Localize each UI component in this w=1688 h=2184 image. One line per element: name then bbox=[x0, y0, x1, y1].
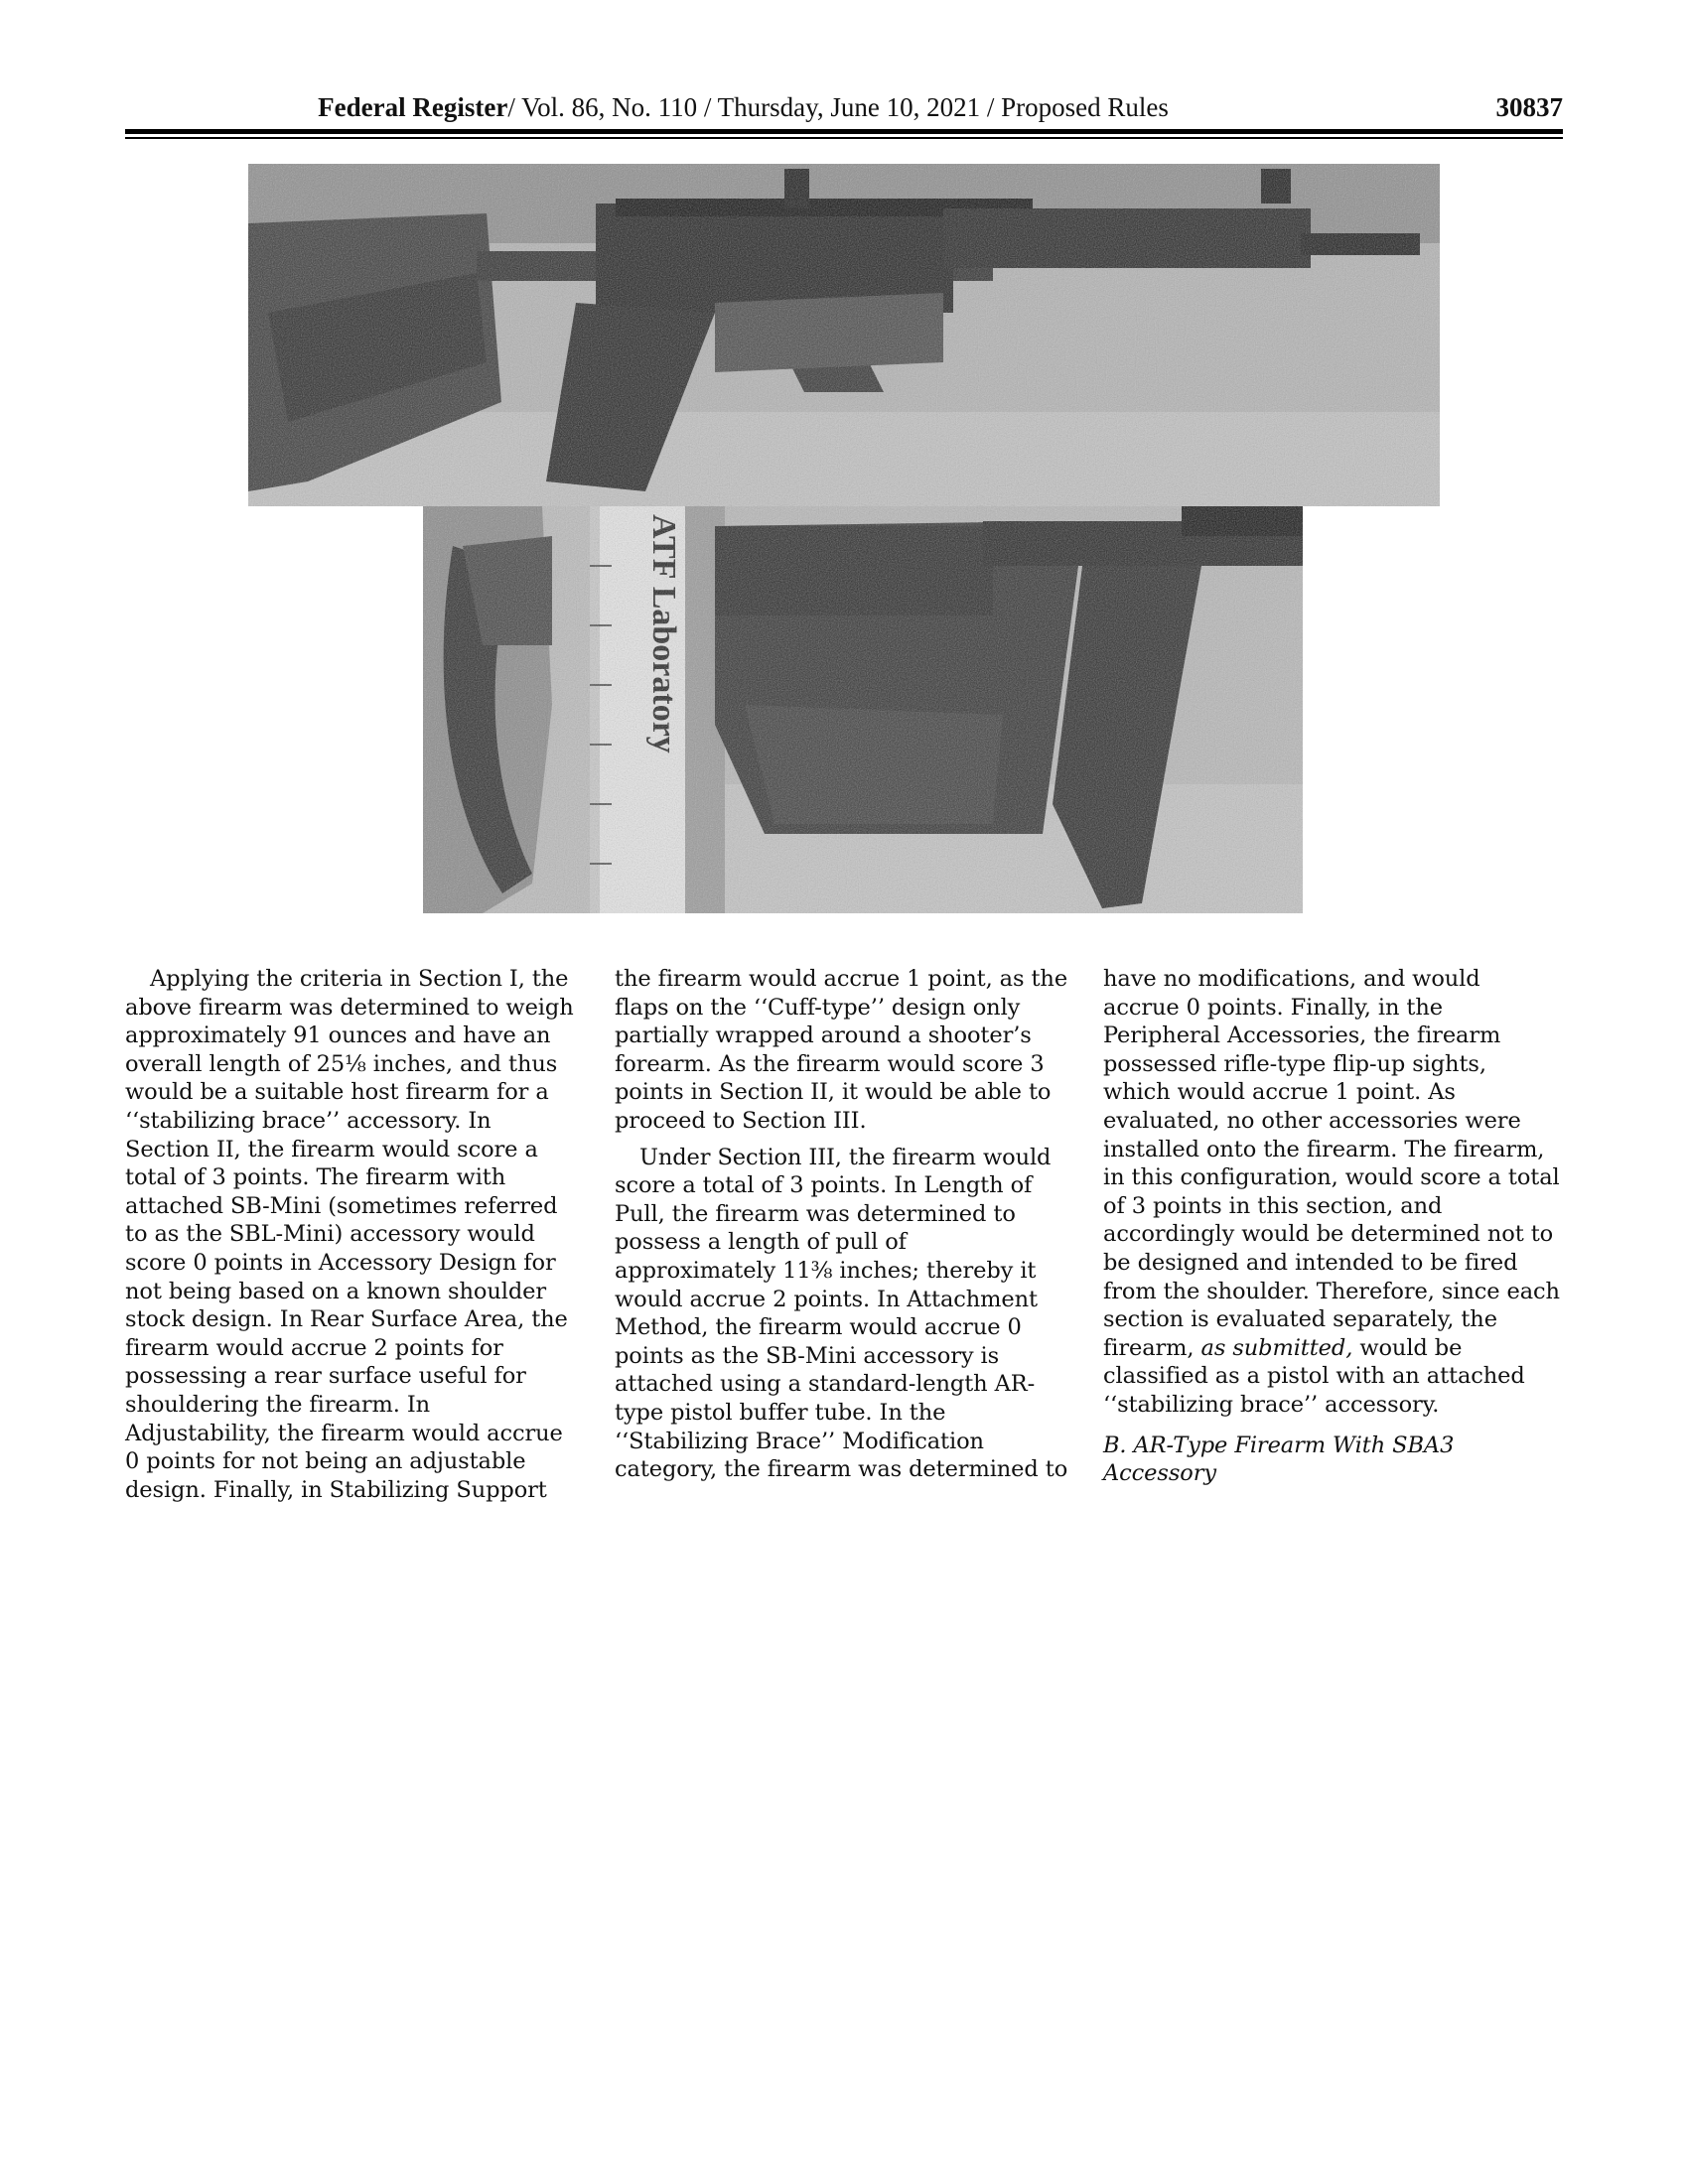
header-rule-thin bbox=[125, 137, 1563, 139]
text-column-1 bbox=[125, 965, 582, 1504]
header-rule-thick bbox=[125, 129, 1563, 134]
paragraph-text: have no modifications, and would accrue 0 points. Finally, in the Peripheral Accessories, the firearm possessed rifle-type flip-up sights, which would accrue 1 point. As evaluated, no other accessories were installed onto the firearm. The firearm, in this configuration, would score a total of 3 points in this section, and accordingly would be determined not to be designed and intended to be fired from the shoulder. Therefore, since each section is evaluated separately, the firearm, bbox=[1103, 966, 1560, 1361]
paragraph bbox=[1103, 965, 1560, 1420]
issue-info: / Vol. 86, No. 110 / Thursday, June 10, 2021 / Proposed Rules bbox=[507, 92, 1169, 122]
brace-closeup-photo-image bbox=[705, 506, 1303, 913]
paragraph: Applying the criteria in Section I, the above firearm was determined to weigh approximately 91 ounces and have an overall length of 25⅛ inches, and thus would be a suitable host firearm for a ‘‘stabilizing brace’’ accessory. In Section II, the firearm would score a total of 3 points. The firearm with attached SB-Mini (sometimes referred to as the SBL-Mini) accessory would score 0 points in Accessory Design for not being based on a known shoulder stock design. In Rear Surface Area, the firearm would accrue 2 points for possessing a rear surface useful for shouldering the firearm. In Adjustability, the firearm would accrue 0 points for not being an adjustable design. Finally, in Stabilizing Support bbox=[125, 966, 574, 1503]
page-number: 30837 bbox=[1495, 92, 1563, 122]
firearm-photo-top bbox=[248, 164, 1440, 506]
section-subheading: B. AR-Type Firearm With SBA3 Accessory bbox=[1103, 1432, 1455, 1487]
emphasis-text: as submitted, bbox=[1200, 1334, 1353, 1361]
paragraph: Under Section III, the firearm would score a total of 3 points. In Length of Pull, the firearm was determined to possess a length of pull of approximately 11⅜ inches; thereby it would accrue 2 points. In Attachment Method, the firearm would accrue 0 points as the SB-Mini accessory is attached using a standard-length AR-type pistol buffer tube. In the ‘‘Stabilizing Brace’’ Modification category, the firearm was determined to bbox=[615, 1144, 1068, 1483]
running-head bbox=[125, 87, 1361, 127]
brace-ruler-photo-image bbox=[423, 506, 705, 913]
brace-closeup-photo bbox=[705, 506, 1303, 913]
firearm-photo-top-image bbox=[248, 164, 1440, 506]
brace-ruler-photo bbox=[423, 506, 705, 913]
paragraph-text: would be classified as a pistol with an attached ‘‘stabilizing brace’’ accessory. bbox=[1103, 1334, 1525, 1418]
page-header bbox=[125, 87, 1563, 127]
paragraph: the firearm would accrue 1 point, as the flaps on the ‘‘Cuff-type’’ design only partially wrapped around a shooter’s forearm. As the firearm would score 3 points in Section II, it would be able to proceed to Section III. bbox=[615, 966, 1068, 1134]
text-column-3 bbox=[1103, 965, 1560, 1488]
journal-name: Federal Register bbox=[318, 92, 508, 122]
text-column-2 bbox=[615, 965, 1071, 1484]
